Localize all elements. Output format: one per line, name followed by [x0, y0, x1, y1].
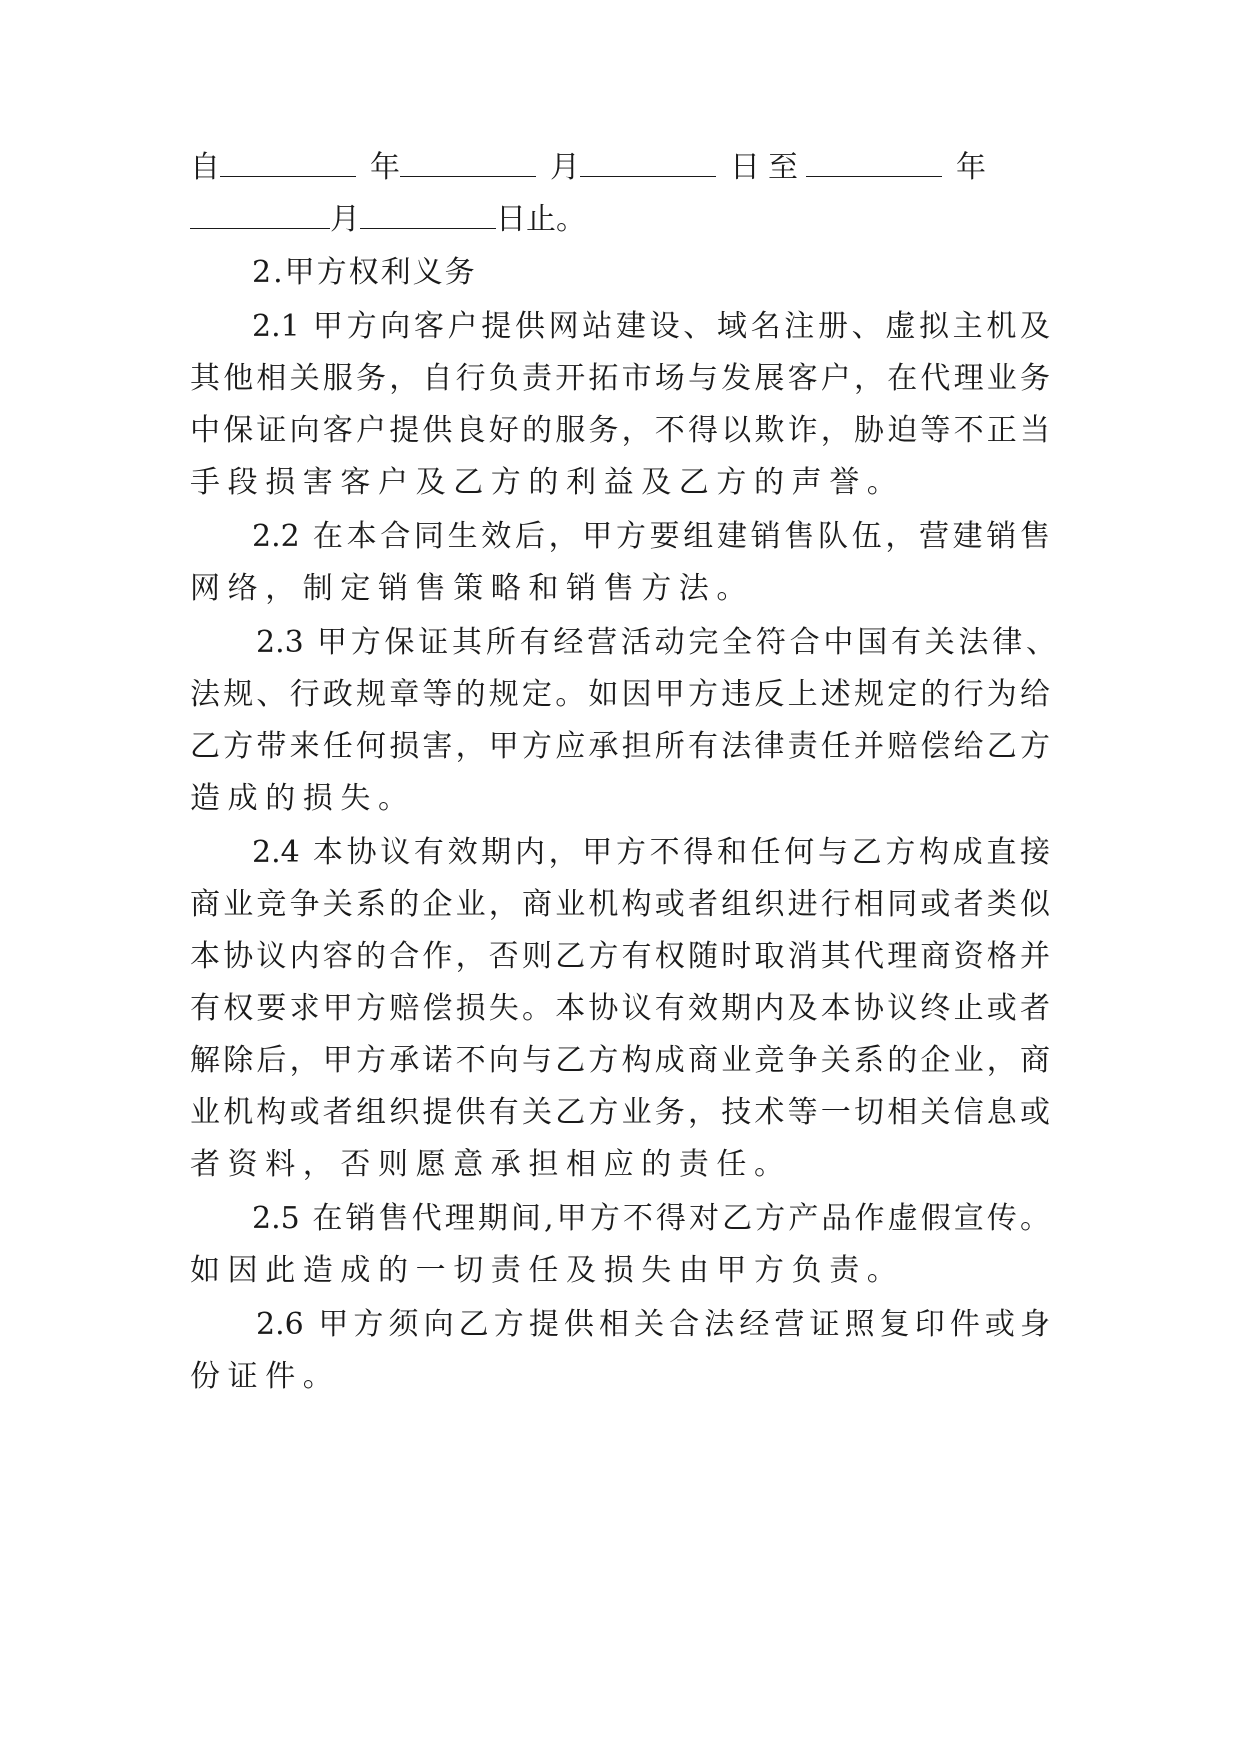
paragraph-2-5-line: 如因此造成的一切责任及损失由甲方负责。	[190, 1253, 905, 1288]
paragraph-2-6-line: 2.6 甲方须向乙方提供相关合法经营证照复印件或身	[256, 1307, 1050, 1342]
paragraph-2-3-line: 造成的损失。	[190, 781, 416, 816]
paragraph-2-5-line: 2.5 在销售代理期间,甲方不得对乙方产品作虚假宣传。	[252, 1201, 1050, 1236]
paragraph-2-1-line: 其他相关服务，自行负责开拓市场与发展客户，在代理业务	[190, 361, 1050, 396]
date-word-from: 自	[190, 150, 220, 185]
paragraph-2-4-line: 2.4 本协议有效期内，甲方不得和任何与乙方构成直接	[252, 835, 1050, 870]
blank-end-year	[806, 148, 942, 177]
blank-start-year	[220, 148, 356, 177]
date-word-month: 月	[330, 202, 360, 237]
paragraph-2-4-line: 业机构或者组织提供有关乙方业务，技术等一切相关信息或	[190, 1095, 1050, 1130]
paragraph-2-3-line: 2.3 甲方保证其所有经营活动完全符合中国有关法律、	[256, 625, 1056, 660]
blank-end-month	[190, 200, 330, 229]
paragraph-2-4-line: 商业竞争关系的企业，商业机构或者组织进行相同或者类似	[190, 887, 1050, 922]
paragraph-2-4-line: 有权要求甲方赔偿损失。本协议有效期内及本协议终止或者	[190, 991, 1050, 1026]
paragraph-2-4-line: 解除后，甲方承诺不向与乙方构成商业竞争关系的企业，商	[190, 1043, 1050, 1078]
date-clause-line-1	[190, 148, 986, 188]
date-word-month: 月	[550, 150, 580, 185]
paragraph-2-3-line: 法规、行政规章等的规定。如因甲方违反上述规定的行为给	[190, 677, 1050, 712]
paragraph-2-2-line: 2.2 在本合同生效后，甲方要组建销售队伍，营建销售	[252, 519, 1050, 554]
paragraph-2-1-line: 2.1 甲方向客户提供网站建设、域名注册、虚拟主机及	[252, 309, 1050, 344]
date-word-day-end: 日止。	[496, 202, 586, 237]
paragraph-2-4-line: 者资料，否则愿意承担相应的责任。	[190, 1147, 792, 1182]
paragraph-2-4-line: 本协议内容的合作，否则乙方有权随时取消其代理商资格并	[190, 939, 1050, 974]
blank-end-day	[360, 200, 496, 229]
paragraph-2-2-line: 网络，制定销售策略和销售方法。	[190, 571, 754, 606]
blank-start-month	[400, 148, 536, 177]
blank-start-day	[580, 148, 716, 177]
paragraph-2-3-line: 乙方带来任何损害，甲方应承担所有法律责任并赔偿给乙方	[190, 729, 1050, 764]
date-clause-line-2	[190, 200, 586, 240]
paragraph-2-1-line: 手段损害客户及乙方的利益及乙方的声誉。	[190, 465, 905, 500]
date-word-day-to: 日至	[730, 150, 806, 185]
paragraph-2-1-line: 中保证向客户提供良好的服务，不得以欺诈，胁迫等不正当	[190, 413, 1050, 448]
section-heading: 2.甲方权利义务	[252, 255, 477, 290]
date-word-year: 年	[956, 150, 986, 185]
date-word-year: 年	[370, 150, 400, 185]
paragraph-2-6-line: 份证件。	[190, 1359, 341, 1394]
